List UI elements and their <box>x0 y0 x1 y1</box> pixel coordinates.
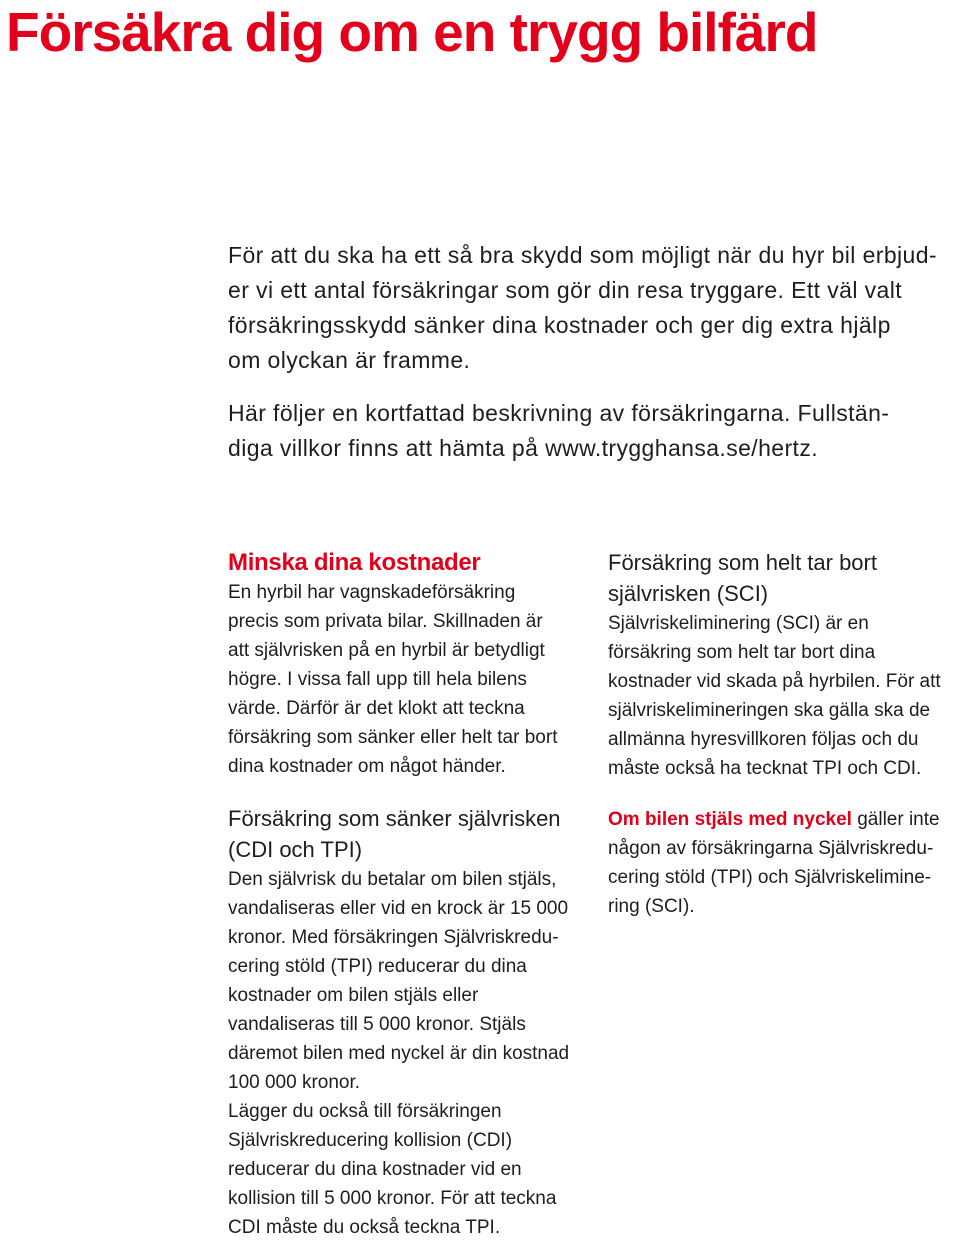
intro-block <box>228 238 948 466</box>
nyckel-note-highlight: Om bilen stjäls med nyckel <box>608 809 852 830</box>
nyckel-note-text <box>608 805 953 921</box>
section-heading-helt: Försäkring som helt tar bort självrisken (SCI) <box>608 550 877 606</box>
right-column <box>608 547 953 921</box>
intro-paragraph-1: För att du ska ha ett så bra skydd som möjligt när du hyr bil erbjud- er vi ett antal försäkringar som gör din resa tryggare. Ett väl valt försäkringsskydd sänker dina kostnader och ger dig extra hjälp om olyckan är framme. <box>228 242 937 373</box>
section-heading-sanker: Försäkring som sänker självrisken (CDI och TPI) <box>228 806 561 862</box>
left-column <box>228 547 588 1242</box>
section-nyckel-note <box>608 805 953 921</box>
section-body-sanker: Den självrisk du betalar om bilen stjäls, vandaliseras eller vid en krock är 15 000 kronor. Med försäkringen Självriskredu- cering stöld (TPI) reducerar du dina kostnader om bilen stjäls eller vandaliseras till 5 000 kronor. Stjäls däremot bilen med nyckel är din kostnad 100 000 kronor. Lägger du också till försäkringen Självriskreducering kollision (CDI) reducerar du dina kostnader vid en kollision till 5 000 kronor. För att teckna CDI måste du också teckna TPI. <box>228 869 570 1238</box>
section-body-helt: Självriskeliminering (SCI) är en försäkring som helt tar bort dina kostnader vid skada på hyrbilen. För att självriskelimineringen ska gälla ska de allmänna hyresvillkoren följas och du måste också ha tecknat TPI och CDI. <box>608 613 941 779</box>
section-sanker-sjalvrisken <box>228 803 588 1242</box>
intro-paragraph-2: Här följer en kortfattad beskrivning av försäkringarna. Fullstän- diga villkor finns att hämta på www.trygghansa.se/hertz. <box>228 400 890 461</box>
section-minska-kostnader <box>228 547 588 781</box>
section-helt-tar-bort <box>608 547 953 783</box>
section-body-minska: En hyrbil har vagnskadeförsäkring precis som privata bilar. Skillnaden är att självrisken på en hyrbil är betydligt högre. I vissa fall upp till hela bilens värde. Därför är det klokt att teckna försäkring som sänker eller helt tar bort dina kostnader om något händer. <box>228 582 558 777</box>
page-title: Försäkra dig om en trygg bilfärd <box>6 1 818 63</box>
section-heading-minska: Minska dina kostnader <box>228 549 481 576</box>
nyckel-note-rest: gäller inte någon av försäkringarna Självriskredu- cering stöld (TPI) och Självriskelimine- ring (SCI). <box>608 809 940 917</box>
